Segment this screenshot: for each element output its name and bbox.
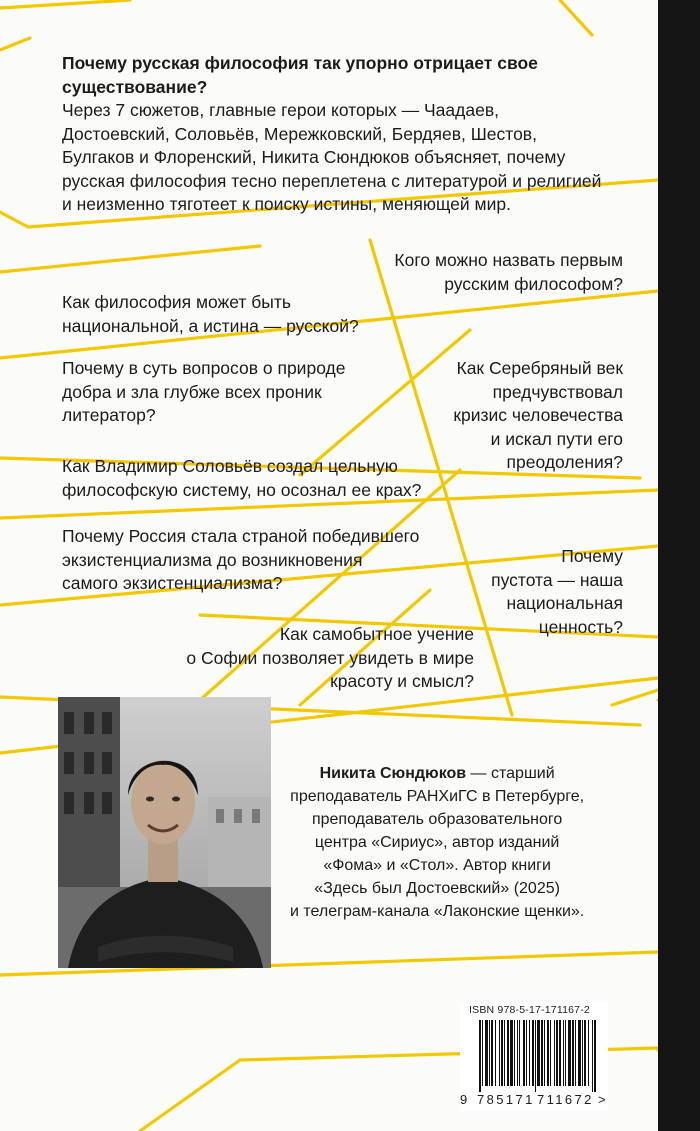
question-line: предчувствовал — [492, 381, 623, 402]
barcode-bar — [572, 1020, 574, 1086]
author-bio — [290, 762, 584, 923]
question-line: философскую систему, но осознал ее крах? — [62, 479, 422, 500]
barcode-arrow: > — [598, 1092, 608, 1107]
intro-body-line: Достоевский, Соловьёв, Мережковский, Бердяев, Шестов, — [62, 123, 537, 144]
barcode-bar — [523, 1020, 525, 1086]
intro-lead-line: Почему русская философия так упорно отрицает свое — [62, 53, 538, 73]
barcode-bar — [582, 1020, 583, 1086]
barcode-bar — [517, 1020, 518, 1086]
bio-line: «Здесь был Достоевский» (2025) — [314, 880, 560, 897]
barcode-bar — [594, 1020, 596, 1092]
isbn-number: ISBN 978-5-17-171167-2 — [469, 1004, 590, 1016]
question-line: кризис человечества — [453, 405, 623, 425]
barcode-digit-group-left: 785171 — [477, 1092, 535, 1107]
author-photo — [58, 697, 271, 968]
intro-body-line: и неизменно тяготеет к поиску истины, меняющей мир. — [62, 194, 511, 214]
question-line: Как философия может быть — [62, 292, 291, 312]
intro-paragraph — [62, 52, 652, 217]
barcode-bar — [504, 1020, 505, 1086]
barcode-bar — [541, 1020, 543, 1086]
barcode-bar — [537, 1020, 540, 1086]
question-line: Почему — [561, 546, 623, 566]
question-line: ценность? — [538, 616, 623, 637]
barcode-bar — [510, 1020, 513, 1086]
barcode-bar — [526, 1020, 527, 1086]
question-line: Почему Россия стала страной победившего — [62, 526, 420, 546]
author-name: Никита Сюндюков — [319, 765, 467, 782]
barcode-bar — [547, 1020, 549, 1086]
barcode-bar — [563, 1020, 564, 1086]
barcode-bar — [575, 1020, 576, 1086]
question-line: русским философом? — [444, 273, 623, 294]
question-line: Почему в суть вопросов о природе — [62, 358, 346, 378]
barcode-bar — [568, 1020, 571, 1086]
question-emptiness-value — [491, 545, 623, 639]
question-good-and-evil — [62, 357, 346, 428]
question-line: самого экзистенциализма? — [62, 573, 283, 593]
barcode-bar — [482, 1020, 483, 1086]
question-line: национальная — [506, 593, 623, 613]
question-line: преодоления? — [506, 452, 623, 472]
intro-lead-line: существование? — [62, 76, 208, 97]
barcode-bar — [479, 1020, 481, 1092]
barcode-bar — [499, 1020, 500, 1086]
barcode-bar — [565, 1020, 566, 1086]
bio-line: преподаватель образовательного — [311, 811, 563, 828]
barcode-bar — [588, 1020, 589, 1086]
barcode-bar — [514, 1020, 515, 1086]
question-line: Как самобытное учение — [279, 624, 474, 644]
bio-line: «Фома» и «Стол». Автор книги — [323, 857, 551, 874]
question-line: национальной, а истина — русской? — [62, 315, 359, 336]
question-sophia-teaching — [186, 623, 474, 694]
question-line: добра и зла глубже всех проник — [62, 381, 322, 402]
barcode-bar — [532, 1020, 534, 1086]
barcode-first-digit: 9 — [460, 1092, 470, 1107]
question-line: о Софии позволяет увидеть в мире — [186, 647, 474, 668]
barcode-bar — [507, 1020, 509, 1086]
barcode-bar — [592, 1020, 593, 1092]
barcode-bar — [501, 1020, 503, 1086]
question-existentialism — [62, 525, 419, 596]
barcode-bar — [495, 1020, 496, 1086]
barcode-bar — [544, 1020, 545, 1086]
question-solovyov-system — [62, 455, 421, 502]
barcode-digit-group-right: 711672 — [537, 1092, 594, 1107]
question-line: литератор? — [62, 405, 156, 425]
intro-body-line: русская философия тесно переплетена с литературой и религией — [62, 170, 602, 191]
barcode-bar — [559, 1020, 561, 1086]
question-first-philosopher — [394, 249, 623, 296]
bio-line: и телеграм-канала «Лаконские щенки». — [290, 903, 585, 920]
barcode-bar — [491, 1020, 493, 1086]
barcode-bar — [535, 1020, 536, 1092]
intro-body-line: Через 7 сюжетов, главные герои которых — Чаадаев, — [62, 100, 499, 120]
question-line: красоту и смысл? — [330, 671, 474, 691]
barcode-bar — [578, 1020, 581, 1086]
question-line: и искал пути его — [490, 428, 623, 449]
bio-line: центра «Сириус», автор изданий — [314, 834, 560, 851]
barcode-bar — [554, 1020, 555, 1086]
barcode-bar — [519, 1020, 520, 1086]
question-silver-age — [453, 357, 623, 475]
barcode-bar — [485, 1020, 488, 1086]
intro-body-line: Булгаков и Флоренский, Никита Сюндюков объясняет, почему — [62, 147, 566, 167]
author-portrait-photo-icon — [58, 697, 271, 968]
question-line: Кого можно назвать первым — [394, 250, 623, 270]
question-line: Как Владимир Соловьёв создал цельную — [62, 456, 398, 476]
bio-line: — старший — [466, 765, 555, 782]
barcode-bar — [556, 1020, 558, 1086]
question-national-philosophy — [62, 291, 359, 338]
question-line: экзистенциализма до возникновения — [62, 549, 363, 570]
bio-line: преподаватель РАНХиГС в Петербурге, — [290, 788, 585, 805]
barcode-bars-icon — [469, 1020, 599, 1092]
barcode-bar — [529, 1020, 530, 1086]
barcode-bar — [550, 1020, 551, 1086]
question-line: пустота — наша — [491, 569, 623, 590]
barcode-bar — [489, 1020, 490, 1086]
question-line: Как Серебряный век — [456, 358, 623, 378]
book-spine-edge — [658, 0, 700, 1131]
barcode-bar — [584, 1020, 586, 1086]
isbn-barcode — [460, 1002, 608, 1111]
